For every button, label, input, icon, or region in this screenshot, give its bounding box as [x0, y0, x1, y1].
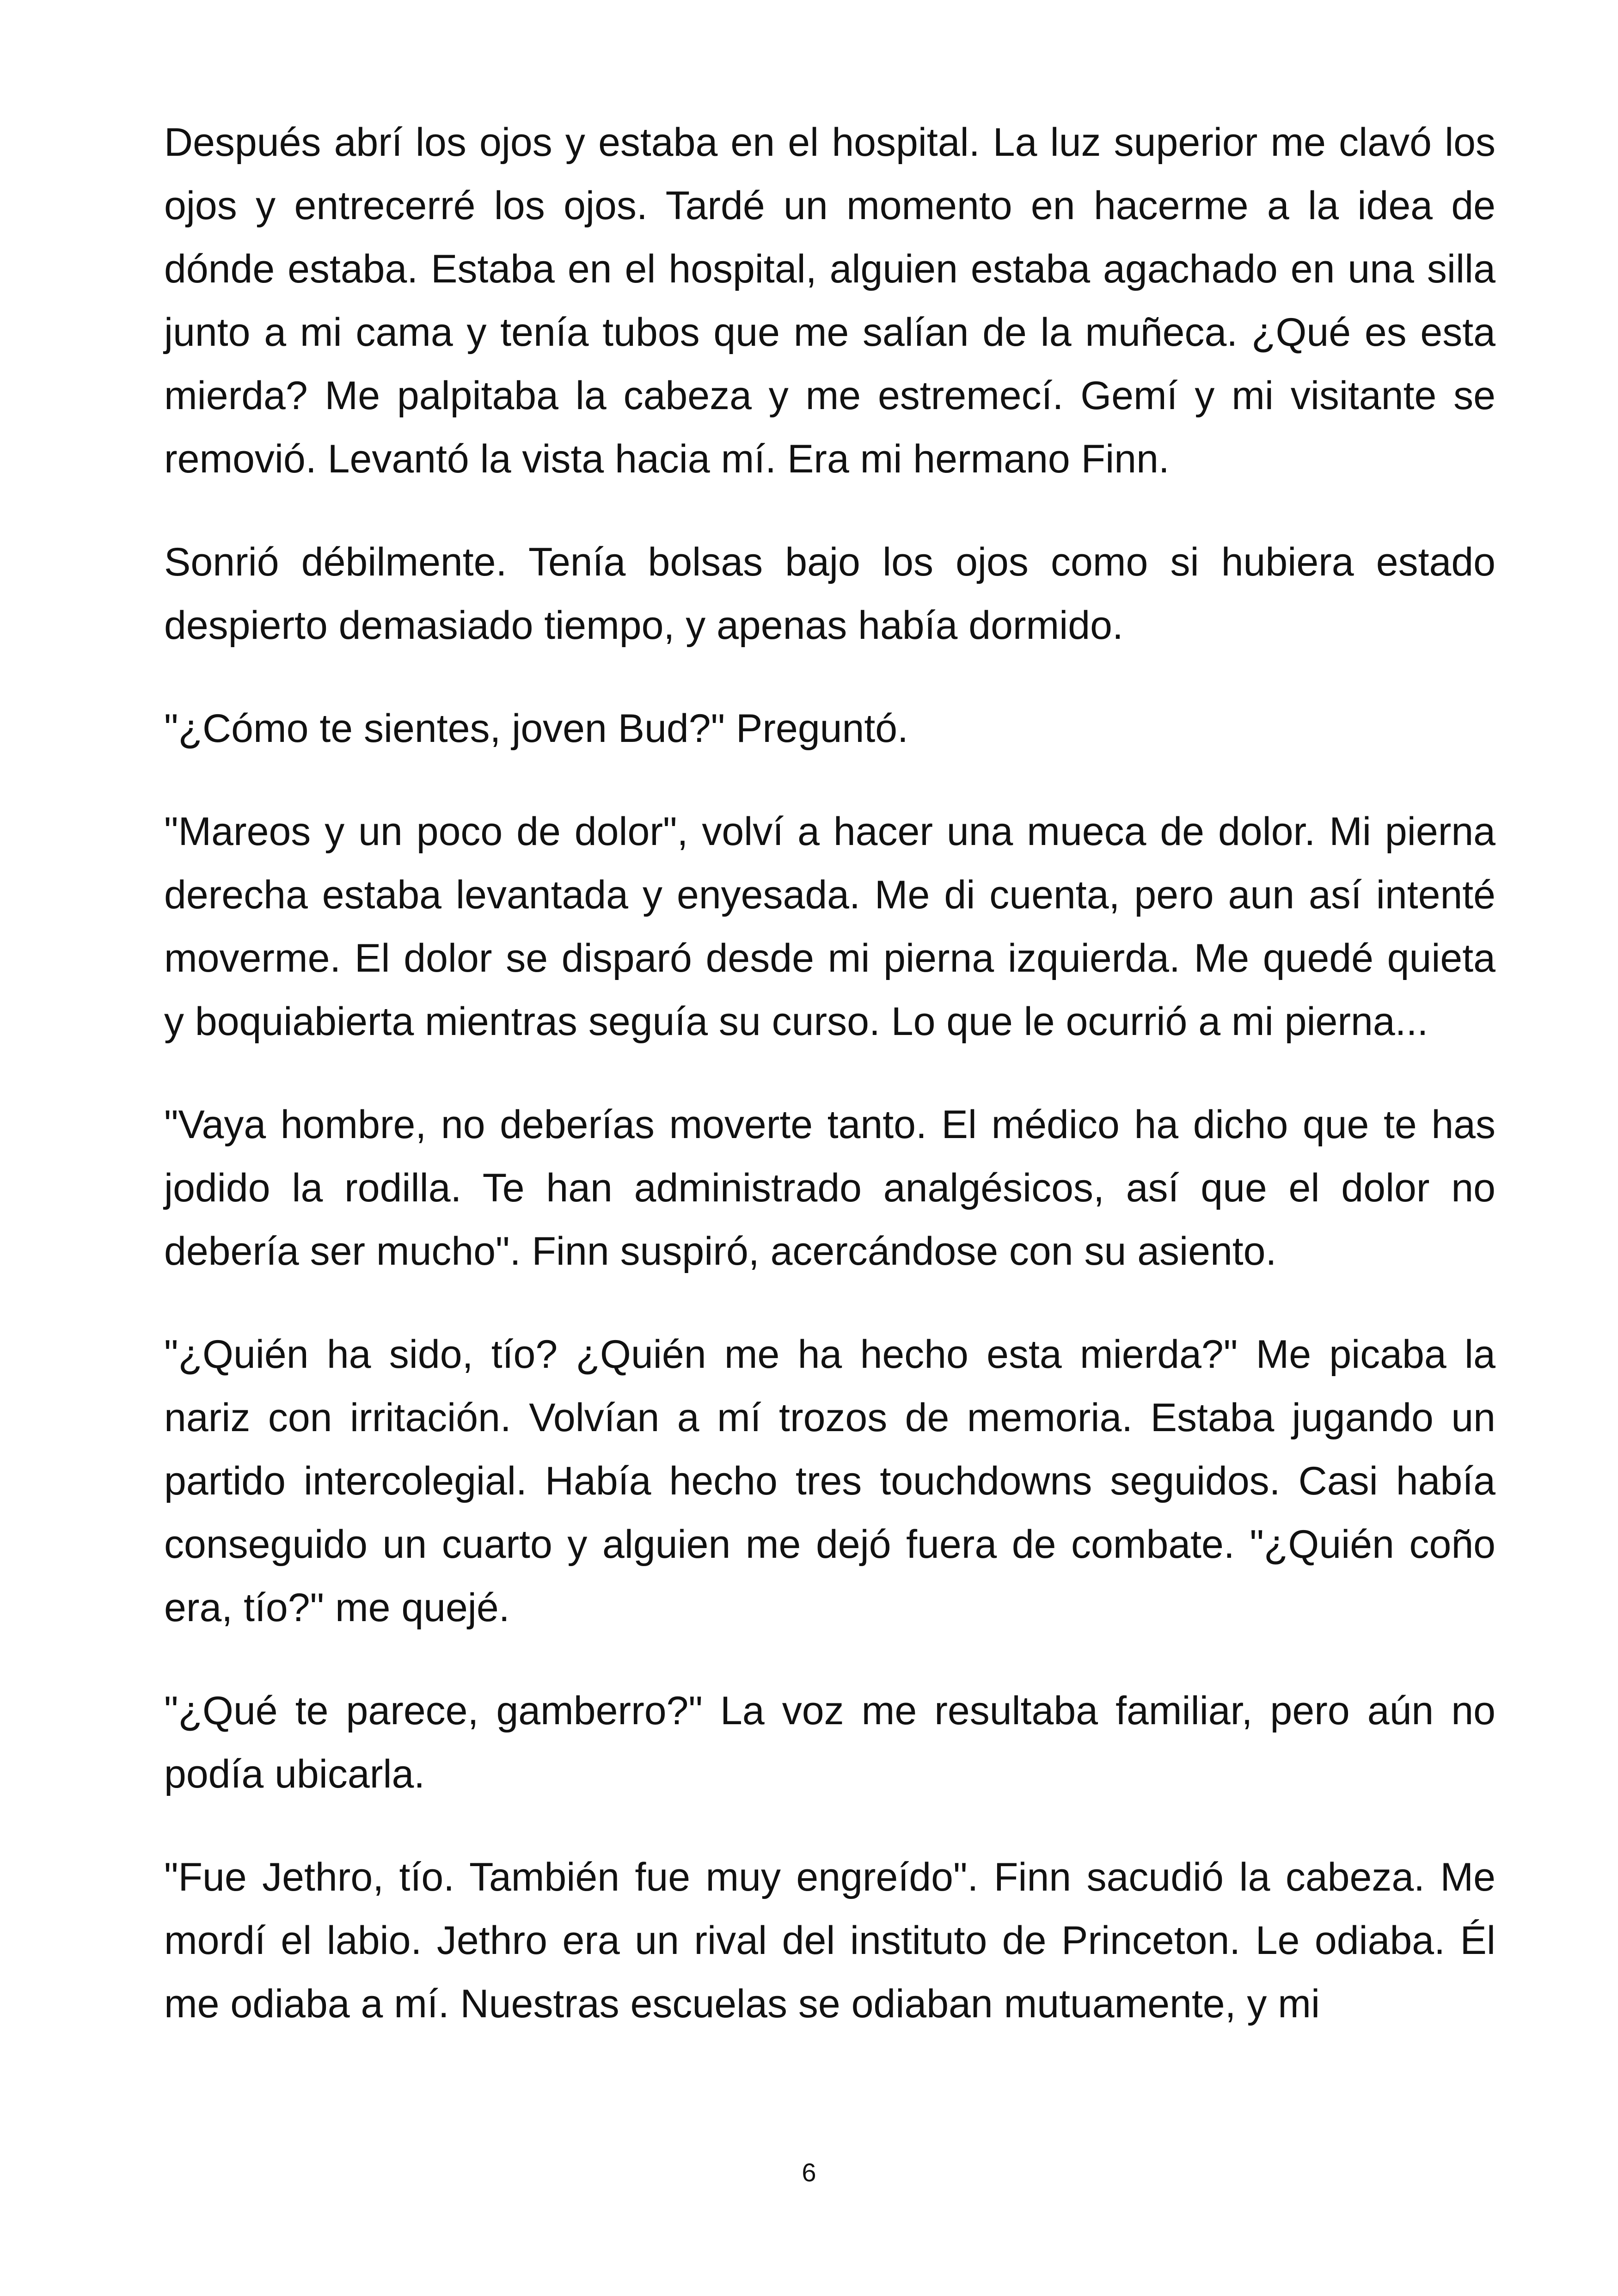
- paragraph-2: Sonrió débilmente. Tenía bolsas bajo los ojos como si hubiera estado despierto demasiado tiempo, y apenas había dormido.: [164, 540, 1495, 648]
- paragraph-4: "Mareos y un poco de dolor", volví a hacer una mueca de dolor. Mi pierna derecha estaba levantada y enyesada. Me di cuenta, pero aun así intenté moverme. El dolor se disparó desde mi pierna izquierda. Me quedé quieta y boquiabierta mientras seguía su curso. Lo que le ocurrió a mi pierna...: [164, 809, 1495, 1044]
- paragraph-6: "¿Quién ha sido, tío? ¿Quién me ha hecho esta mierda?" Me picaba la nariz con irritación. Volvían a mí trozos de memoria. Estaba jugando un partido intercolegial. Había hecho tres touchdowns seguidos. Casi había conseguido un cuarto y alguien me dejó fuera de combate. "¿Quién coño era, tío?" me quejé.: [164, 1332, 1495, 1630]
- page-number: 6: [802, 2158, 816, 2187]
- paragraph-8: "Fue Jethro, tío. También fue muy engreído". Finn sacudió la cabeza. Me mordí el labio. Jethro era un rival del instituto de Princeton. Le odiaba. Él me odiaba a mí. Nuestras escuelas se odiaban mutuamente, y mi: [164, 1855, 1495, 2026]
- body-text: [164, 111, 1495, 2036]
- paragraph-3: "¿Cómo te sientes, joven Bud?" Preguntó.: [164, 706, 908, 751]
- paragraph-1: Después abrí los ojos y estaba en el hospital. La luz superior me clavó los ojos y entrecerré los ojos. Tardé un momento en hacerme a la idea de dónde estaba. Estaba en el hospital, alguien estaba agachado en una silla junto a mi cama y tenía tubos que me salían de la muñeca. ¿Qué es esta mierda? Me palpitaba la cabeza y me estremecí. Gemí y mi visitante se removió. Levantó la vista hacia mí. Era mi hermano Finn.: [164, 120, 1495, 481]
- paragraph-7: "¿Qué te parece, gamberro?" La voz me resultaba familiar, pero aún no podía ubicarla.: [164, 1689, 1495, 1796]
- paragraph-5: "Vaya hombre, no deberías moverte tanto. El médico ha dicho que te has jodido la rodilla. Te han administrado analgésicos, así que el dolor no debería ser mucho". Finn suspiró, acercándose con su asiento.: [164, 1102, 1495, 1274]
